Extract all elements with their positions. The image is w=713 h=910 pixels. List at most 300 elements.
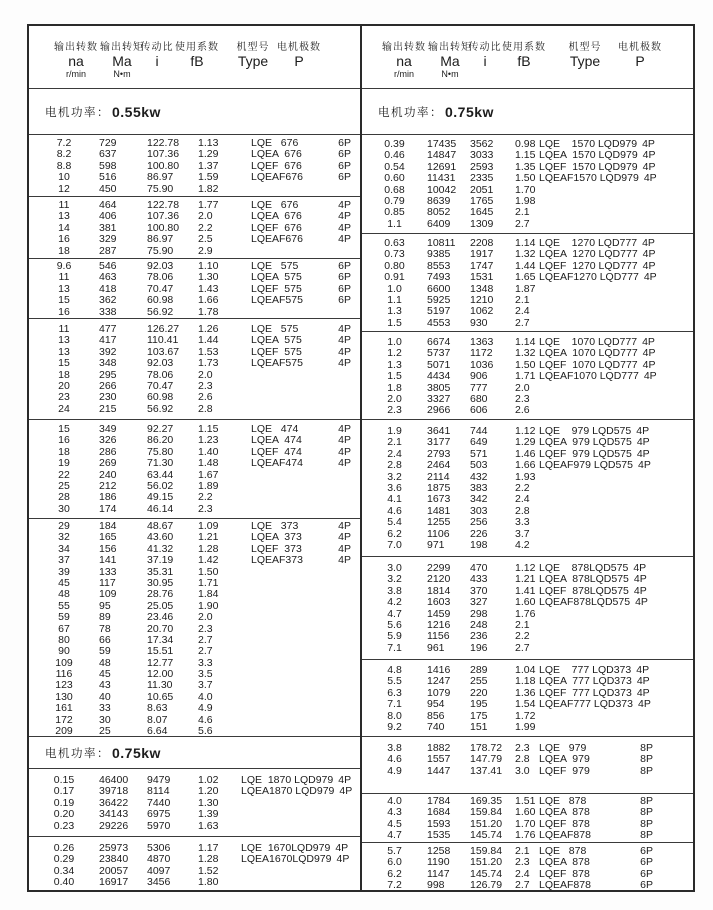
na-value: 6.3 <box>387 686 402 699</box>
fb-value: 1.98 <box>515 194 536 207</box>
pole-count: 4P <box>338 357 351 370</box>
ratio-value: 198 <box>470 538 488 551</box>
na-value: 4.5 <box>387 817 402 830</box>
pole-count: 4P <box>633 573 647 586</box>
na-value: 0.23 <box>53 819 75 832</box>
fb-value: 1.32 <box>515 248 536 261</box>
na-value: 90 <box>58 645 70 658</box>
column-symbol: Type <box>237 53 269 69</box>
torque-value: 16917 <box>99 876 129 889</box>
torque-value: 406 <box>99 210 117 223</box>
torque-value: 463 <box>99 271 117 284</box>
table-row <box>29 692 360 703</box>
spec-block <box>362 793 693 842</box>
torque-value: 186 <box>99 491 117 504</box>
torque-value: 6674 <box>427 336 451 348</box>
fb-value: 2.4 <box>515 867 530 880</box>
ratio-value: 930 <box>470 316 488 329</box>
pole-count: 8P <box>640 753 653 766</box>
model-type: LQEF 1270 LQD777 <box>539 259 638 272</box>
torque-value: 8052 <box>427 206 451 219</box>
na-value: 15 <box>58 357 70 370</box>
torque-value: 1784 <box>427 795 451 807</box>
ratio-value: 41.32 <box>147 542 174 555</box>
na-value: 7.2 <box>56 137 72 149</box>
fb-value: 4.6 <box>198 713 213 726</box>
fb-value: 2.6 <box>198 391 213 404</box>
fb-value: 2.1 <box>515 618 530 631</box>
fb-value: 5.6 <box>198 725 213 736</box>
ratio-value: 28.76 <box>147 588 174 601</box>
pole-count: 4P <box>643 172 657 185</box>
pole-count: 4P <box>642 336 655 348</box>
ratio-value: 92.27 <box>147 423 174 435</box>
ratio-value: 3562 <box>470 138 494 150</box>
torque-value: 1875 <box>427 481 451 494</box>
na-value: 161 <box>55 702 73 715</box>
pole-count: 6P <box>338 159 351 172</box>
spec-block <box>29 318 360 419</box>
na-value: 13 <box>58 210 70 223</box>
na-value: 15 <box>58 423 70 435</box>
model-line <box>539 460 689 471</box>
ratio-value: 49.15 <box>147 491 174 504</box>
fb-value: 1.17 <box>198 842 219 854</box>
pole-count: 4P <box>636 675 650 688</box>
torque-value: 326 <box>99 434 117 447</box>
ratio-value: 92.03 <box>147 357 174 370</box>
spec-block <box>362 233 693 331</box>
model-type: LQEAF1270 LQD777 <box>539 271 639 284</box>
fb-value: 3.0 <box>515 764 530 777</box>
na-value: 16 <box>58 233 70 246</box>
ratio-value: 4870 <box>147 853 171 866</box>
fb-value: 2.4 <box>515 305 530 318</box>
table-row <box>29 821 360 832</box>
na-value: 16 <box>58 305 70 318</box>
column-label-zh: 电机极数 <box>277 42 321 53</box>
model-line <box>251 234 351 245</box>
fb-value: 2.8 <box>515 504 530 517</box>
pole-count: 4P <box>642 138 655 150</box>
na-value: 2.4 <box>387 447 402 460</box>
model-list <box>539 139 689 185</box>
pole-count: 8P <box>640 764 653 777</box>
torque-value: 2120 <box>427 573 451 586</box>
torque-value: 971 <box>427 538 445 551</box>
torque-value: 2793 <box>427 447 451 460</box>
model-line <box>539 766 653 777</box>
fb-value: 1.42 <box>198 554 219 567</box>
model-list <box>539 743 653 777</box>
model-type: LQEAF676 <box>251 233 303 246</box>
table-row <box>29 481 360 492</box>
ratio-value: 342 <box>470 493 488 506</box>
pole-count: 8P <box>640 795 653 807</box>
na-value: 5.5 <box>387 675 402 688</box>
ratio-value: 1645 <box>470 206 494 219</box>
ratio-value: 145.74 <box>470 829 503 842</box>
model-type: LQE 1270 LQD777 <box>539 237 638 249</box>
table-row <box>29 184 360 195</box>
table-row <box>29 470 360 481</box>
torque-value: 266 <box>99 379 117 392</box>
ratio-value: 906 <box>470 370 488 383</box>
na-value: 23 <box>58 391 70 404</box>
model-line <box>539 371 689 382</box>
model-line <box>539 830 653 841</box>
fb-value: 1.51 <box>515 795 536 807</box>
pole-count: 4P <box>338 531 351 544</box>
pole-count: 4P <box>642 160 656 173</box>
pole-count: 4P <box>642 358 656 371</box>
ratio-value: 470 <box>470 562 488 574</box>
ratio-value: 2208 <box>470 237 494 249</box>
torque-value: 417 <box>99 334 117 347</box>
power-section-header <box>29 88 360 134</box>
na-value: 7.1 <box>387 641 402 654</box>
na-value: 8.0 <box>387 709 402 722</box>
model-type: LQE 1570 LQD979 <box>539 138 638 150</box>
torque-value: 174 <box>99 502 117 515</box>
ratio-value: 15.51 <box>147 645 174 658</box>
fb-value: 1.32 <box>515 347 536 360</box>
column-symbol: na <box>396 53 412 69</box>
torque-value: 295 <box>99 368 117 381</box>
fb-value: 1.67 <box>198 468 219 481</box>
power-label: 电机功率： <box>45 747 110 760</box>
fb-value: 1.29 <box>515 436 536 449</box>
torque-value: 184 <box>99 520 117 532</box>
table-row <box>29 669 360 680</box>
torque-value: 8553 <box>427 259 451 272</box>
fb-value: 1.09 <box>198 520 219 532</box>
pole-count: 4P <box>338 323 351 335</box>
torque-value: 48 <box>99 656 111 669</box>
na-value: 4.7 <box>387 607 402 620</box>
ratio-value: 5306 <box>147 842 171 854</box>
ratio-value: 56.92 <box>147 402 174 415</box>
fb-value: 2.4 <box>515 493 530 506</box>
model-type: LQEA 979 <box>539 753 590 766</box>
torque-value: 1684 <box>427 806 451 819</box>
na-value: 3.2 <box>387 470 402 483</box>
ratio-value: 1765 <box>470 194 494 207</box>
table-row <box>29 381 360 392</box>
fb-value: 1.21 <box>198 531 219 544</box>
torque-value: 40 <box>99 690 111 703</box>
pole-count: 4P <box>643 271 657 284</box>
model-type: LQE 979 <box>539 742 587 754</box>
fb-value: 1.39 <box>198 808 219 821</box>
ratio-value: 178.72 <box>470 742 503 754</box>
column-label-zh: 机型号 <box>236 42 270 53</box>
ratio-value: 17.34 <box>147 633 174 646</box>
fb-value: 1.70 <box>515 183 536 196</box>
na-value: 0.79 <box>384 194 405 207</box>
pole-count: 6P <box>640 879 653 892</box>
table-row <box>29 809 360 820</box>
ratio-value: 1210 <box>470 293 494 306</box>
column-unit: r/min <box>66 69 86 79</box>
table-row <box>29 866 360 877</box>
na-value: 11 <box>58 199 70 211</box>
fb-value: 2.3 <box>198 502 213 515</box>
na-value: 5.6 <box>387 618 402 631</box>
fb-value: 2.3 <box>198 622 213 635</box>
model-type: LQEAF878LQD575 <box>539 596 631 609</box>
model-type: LQEF 979 LQD575 <box>539 447 632 460</box>
na-value: 55 <box>58 599 70 612</box>
model-line <box>539 880 653 891</box>
column-header <box>54 38 98 79</box>
model-type: LQEA 777 LQD373 <box>539 675 632 688</box>
torque-value: 3641 <box>427 425 451 437</box>
ratio-value: 370 <box>470 584 488 597</box>
na-value: 18 <box>58 244 70 257</box>
torque-value: 5197 <box>427 305 451 318</box>
ratio-value: 2335 <box>470 172 494 185</box>
na-value: 24 <box>58 402 70 415</box>
na-value: 2.0 <box>387 392 402 405</box>
pole-count: 8P <box>640 817 653 830</box>
fb-value: 2.3 <box>198 379 213 392</box>
column-unit: r/min <box>394 69 414 79</box>
ratio-value: 20.70 <box>147 622 174 635</box>
na-value: 6.2 <box>387 867 402 880</box>
torque-value: 637 <box>99 148 117 161</box>
ratio-value: 606 <box>470 404 488 417</box>
fb-value: 1.10 <box>198 260 219 272</box>
pole-count: 4P <box>636 425 650 437</box>
na-value: 16 <box>58 434 70 447</box>
na-value: 1.3 <box>387 358 402 371</box>
torque-value: 6600 <box>427 282 451 295</box>
torque-value: 1258 <box>427 845 451 857</box>
ratio-value: 9479 <box>147 774 171 786</box>
fb-value: 1.87 <box>515 282 536 295</box>
table-row <box>29 726 360 736</box>
na-value: 0.15 <box>53 774 75 786</box>
fb-value: 1.54 <box>515 698 536 711</box>
na-value: 11 <box>58 271 70 284</box>
ratio-value: 1917 <box>470 248 494 261</box>
fb-value: 3.3 <box>198 656 213 669</box>
na-value: 1.3 <box>387 305 402 318</box>
ratio-value: 145.74 <box>470 867 503 880</box>
torque-value: 740 <box>427 720 445 733</box>
fb-value: 1.23 <box>198 434 219 447</box>
na-value: 0.63 <box>384 237 405 249</box>
model-type: LQE 1670LQD979 <box>241 842 331 854</box>
fb-value: 2.8 <box>515 753 530 766</box>
fb-value: 1.48 <box>198 457 219 470</box>
pole-count: 4P <box>335 842 349 854</box>
table-row <box>29 404 360 415</box>
na-value: 0.39 <box>384 138 405 150</box>
na-value: 8.2 <box>56 148 72 161</box>
na-value: 30 <box>58 502 70 515</box>
ratio-value: 151.20 <box>470 856 503 869</box>
ratio-value: 122.78 <box>147 137 180 149</box>
torque-value: 1079 <box>427 686 451 699</box>
power-value: 0.75kw <box>445 103 494 120</box>
column-symbol: Ma <box>112 53 132 69</box>
ratio-value: 159.84 <box>470 845 503 857</box>
torque-value: 141 <box>99 554 117 567</box>
fb-value: 1.66 <box>515 459 536 472</box>
spec-block <box>362 659 693 736</box>
torque-value: 34143 <box>99 808 129 821</box>
pole-count: 4P <box>338 345 351 358</box>
ratio-value: 777 <box>470 381 488 394</box>
fb-value: 1.02 <box>198 774 219 786</box>
pole-count: 4P <box>642 237 655 249</box>
model-list <box>251 261 351 307</box>
model-type: LQEF 474 <box>251 445 302 458</box>
ratio-value: 383 <box>470 481 488 494</box>
model-type: LQEF 777 LQD373 <box>539 686 632 699</box>
ratio-value: 107.36 <box>147 210 180 223</box>
fb-value: 1.40 <box>198 445 219 458</box>
ratio-value: 1363 <box>470 336 494 348</box>
column-label-zh: 使用系数 <box>175 42 219 53</box>
na-value: 1.5 <box>387 316 402 329</box>
ratio-value: 46.14 <box>147 502 174 515</box>
column-label-zh: 传动比 <box>468 42 502 53</box>
model-line <box>251 358 351 369</box>
model-type: LQEF 373 <box>251 542 302 555</box>
table-row <box>29 612 360 623</box>
na-value: 13 <box>58 345 70 358</box>
na-value: 59 <box>58 611 70 624</box>
torque-value: 1255 <box>427 516 451 529</box>
table-row <box>29 578 360 589</box>
ratio-value: 75.80 <box>147 445 174 458</box>
torque-value: 133 <box>99 565 117 578</box>
na-value: 0.68 <box>384 183 405 196</box>
model-list <box>241 775 356 798</box>
ratio-value: 169.35 <box>470 795 503 807</box>
torque-value: 46400 <box>99 774 129 786</box>
torque-value: 392 <box>99 345 117 358</box>
power-section-header <box>29 736 360 768</box>
fb-value: 1.78 <box>198 305 219 318</box>
ratio-value: 432 <box>470 470 488 483</box>
torque-value: 362 <box>99 294 117 307</box>
na-value: 0.60 <box>384 172 405 185</box>
column-label-zh: 输出转矩 <box>100 42 144 53</box>
fb-value: 4.2 <box>515 538 530 551</box>
fb-value: 1.90 <box>198 599 219 612</box>
model-type: LQE 575 <box>251 260 299 272</box>
na-value: 4.8 <box>387 664 402 676</box>
na-value: 109 <box>55 656 73 669</box>
torque-value: 464 <box>99 199 117 211</box>
torque-value: 1216 <box>427 618 451 631</box>
torque-value: 9385 <box>427 248 451 261</box>
torque-value: 1603 <box>427 596 451 609</box>
fb-value: 2.7 <box>515 316 530 329</box>
na-value: 4.1 <box>387 493 402 506</box>
fb-value: 1.26 <box>198 323 219 335</box>
torque-value: 30 <box>99 713 111 726</box>
table-row <box>29 680 360 691</box>
fb-value: 3.7 <box>515 527 530 540</box>
na-value: 123 <box>55 679 73 692</box>
power-label: 电机功率： <box>378 106 443 119</box>
ratio-value: 86.97 <box>147 171 174 184</box>
torque-value: 961 <box>427 641 445 654</box>
model-type: LQEA 979 LQD575 <box>539 436 632 449</box>
model-list <box>251 200 351 246</box>
torque-value: 349 <box>99 423 117 435</box>
pole-count: 6P <box>338 260 351 272</box>
torque-value: 10811 <box>427 237 456 249</box>
fb-value: 1.37 <box>198 159 219 172</box>
model-type: LQEF 676 <box>251 221 302 234</box>
fb-value: 1.15 <box>515 149 536 162</box>
model-list <box>251 424 351 470</box>
fb-value: 1.71 <box>198 576 219 589</box>
ratio-value: 1062 <box>470 305 494 318</box>
na-value: 22 <box>58 468 70 481</box>
torque-value: 117 <box>99 576 116 589</box>
table-row <box>362 643 693 654</box>
model-type: LQE 474 <box>251 423 299 435</box>
ratio-value: 122.78 <box>147 199 180 211</box>
table-row <box>29 504 360 515</box>
pole-count: 4P <box>338 423 351 435</box>
table-row <box>29 567 360 578</box>
pole-count: 4P <box>338 774 352 786</box>
torque-value: 4553 <box>427 316 451 329</box>
spec-block <box>29 518 360 736</box>
na-value: 0.19 <box>53 796 75 809</box>
torque-value: 165 <box>99 531 117 544</box>
pole-count: 4P <box>338 199 351 211</box>
ratio-value: 175 <box>470 709 488 722</box>
torque-value: 546 <box>99 260 117 272</box>
table-row <box>29 715 360 726</box>
fb-value: 1.20 <box>198 785 219 798</box>
ratio-value: 6.64 <box>147 725 168 736</box>
fb-value: 2.1 <box>515 206 530 219</box>
na-value: 4.7 <box>387 829 402 842</box>
pole-count: 6P <box>338 171 351 184</box>
model-line <box>241 786 356 797</box>
fb-value: 1.15 <box>198 423 219 435</box>
na-value: 0.85 <box>384 206 405 219</box>
na-value: 3.8 <box>387 584 402 597</box>
torque-value: 2114 <box>427 470 450 483</box>
torque-value: 2299 <box>427 562 451 574</box>
torque-value: 418 <box>99 282 117 295</box>
fb-value: 1.70 <box>515 817 536 830</box>
fb-value: 1.44 <box>515 259 536 272</box>
torque-value: 381 <box>99 221 117 234</box>
ratio-value: 78.06 <box>147 368 174 381</box>
model-line <box>539 699 689 710</box>
ratio-value: 3033 <box>470 149 494 162</box>
pole-count: 4P <box>633 584 647 597</box>
pole-count: 4P <box>338 445 351 458</box>
column-label-zh: 输出转数 <box>54 42 98 53</box>
torque-value: 212 <box>99 479 117 492</box>
na-value: 1.0 <box>387 282 402 295</box>
ratio-value: 649 <box>470 436 488 449</box>
spec-block <box>362 736 693 793</box>
